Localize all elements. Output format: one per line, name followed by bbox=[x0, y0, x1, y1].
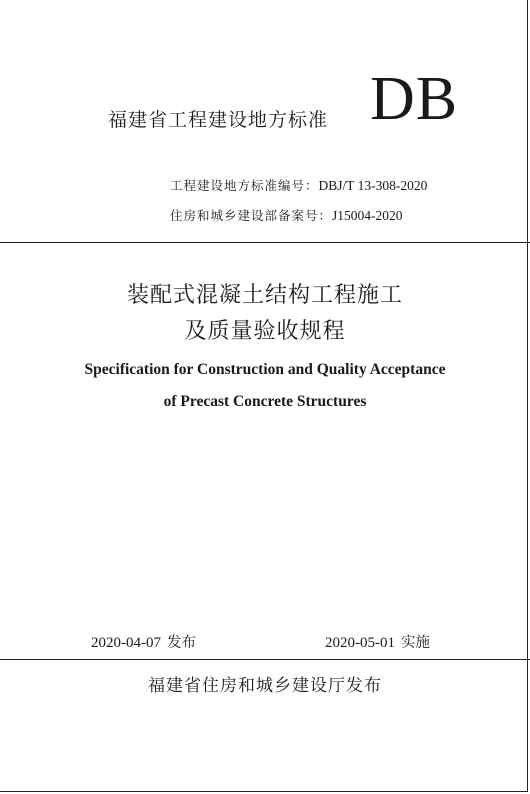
effective-date-label: 实施 bbox=[401, 635, 430, 651]
publish-date bbox=[91, 631, 196, 652]
effective-date-value: 2020-05-01 bbox=[325, 635, 395, 651]
publish-date-value: 2020-04-07 bbox=[91, 635, 161, 651]
effective-date bbox=[325, 631, 430, 652]
standard-number-value: DBJ/T 13-308-2020 bbox=[318, 178, 428, 193]
title-en-line2: of Precast Concrete Structures bbox=[163, 393, 367, 410]
publish-date-label: 发布 bbox=[167, 635, 196, 651]
title-cn-line1: 装配式混凝土结构工程施工 bbox=[126, 283, 403, 308]
record-number-label: 住房和城乡建设部备案号： bbox=[170, 208, 333, 223]
title-cn-line2: 及质量验收规程 bbox=[184, 319, 346, 344]
db-mark: DB bbox=[370, 65, 459, 133]
top-divider bbox=[0, 242, 530, 243]
bottom-divider bbox=[0, 659, 530, 660]
record-number bbox=[170, 206, 403, 224]
record-number-value: J15004-2020 bbox=[332, 208, 403, 223]
title-en-line1: Specification for Construction and Quality Acceptance bbox=[84, 361, 446, 378]
issuer-title: 福建省工程建设地方标准 bbox=[108, 109, 329, 131]
publisher: 福建省住房和城乡建设厅发布 bbox=[148, 676, 382, 696]
standard-number-label: 工程建设地方标准编号： bbox=[170, 178, 319, 193]
standard-number bbox=[170, 176, 427, 194]
